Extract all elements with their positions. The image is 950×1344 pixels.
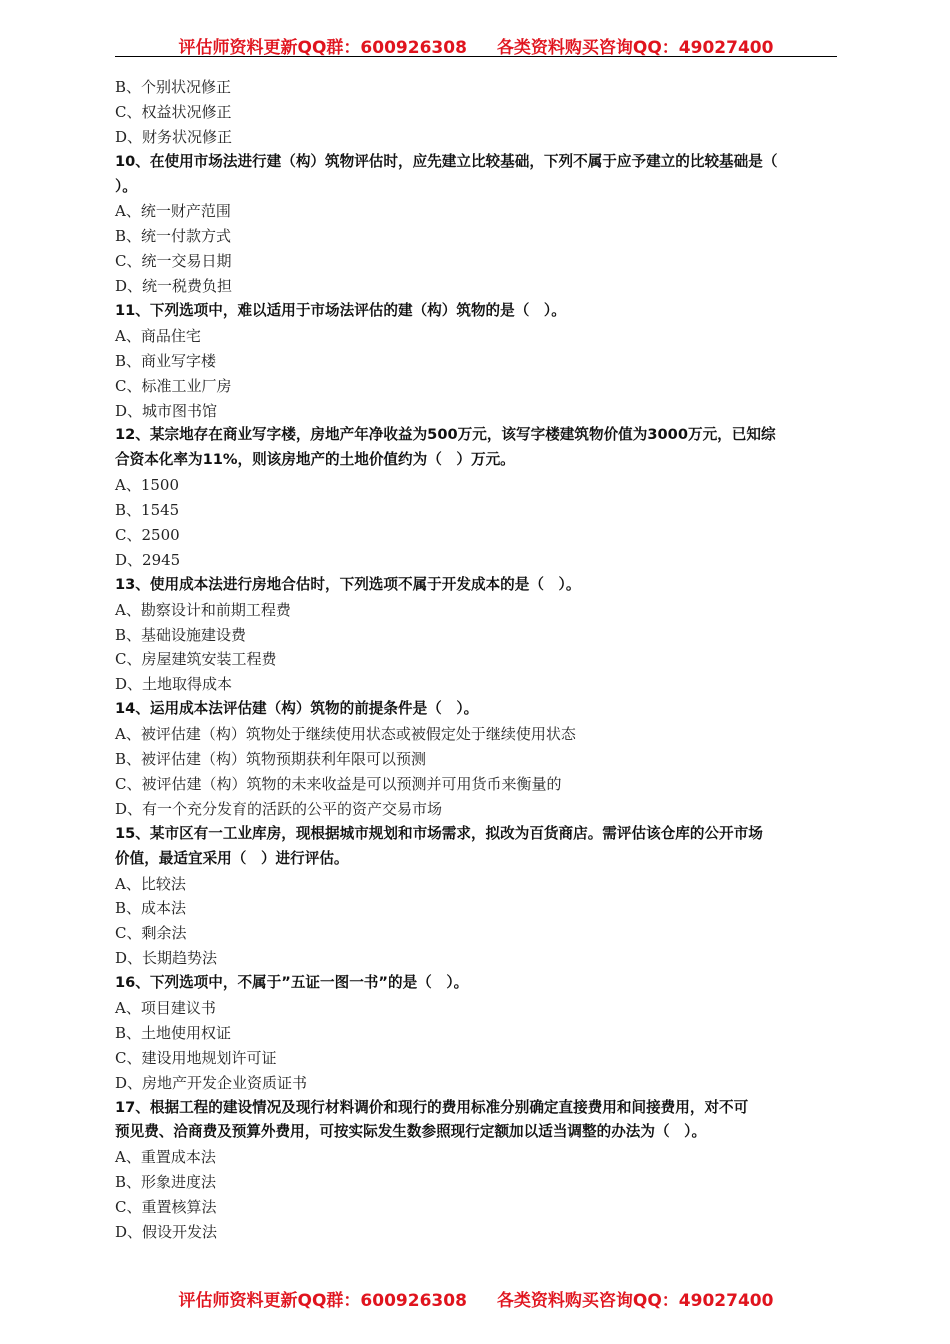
header-group-info: 评估师资料更新QQ群：600926308	[178, 38, 467, 58]
question-10-stem: 10、在使用市场法进行建（构）筑物评估时，应先建立比较基础，下列不属于应予建立的比较基础是（	[115, 152, 778, 170]
option-line: C、统一交易日期	[115, 252, 232, 271]
question-17-stem-cont: 预见费、洽商费及预算外费用，可按实际发生数参照现行定额加以适当调整的办法为（ ）。	[115, 1123, 707, 1141]
option-line: A、比较法	[115, 874, 186, 893]
option-line: B、个别状况修正	[115, 78, 232, 96]
option-line: D、财务状况修正	[115, 127, 233, 146]
option-line: A、勘察设计和前期工程费	[115, 600, 291, 619]
option-line: A、重置成本法	[115, 1148, 216, 1167]
option-line: D、城市图书馆	[115, 401, 218, 420]
question-17-stem: 17、根据工程的建设情况及现行材料调价和现行的费用标准分别确定直接费用和间接费用，对不可	[115, 1098, 749, 1116]
option-line: D、房地产开发企业资质证书	[115, 1073, 308, 1092]
option-line: A、被评估建（构）筑物处于继续使用状态或被假定处于继续使用状态	[115, 725, 576, 744]
option-line: B、1545	[115, 501, 180, 520]
question-16-stem: 16、下列选项中，不属于”五证一图一书”的是（ ）。	[115, 974, 469, 992]
option-line: D、有一个充分发育的活跃的公平的资产交易市场	[115, 799, 443, 818]
question-13-stem: 13、使用成本法进行房地合估时，下列选项不属于开发成本的是（ ）。	[115, 575, 581, 593]
option-line: A、项目建议书	[115, 998, 216, 1017]
option-line: D、统一税费负担	[115, 277, 233, 296]
option-line: C、房屋建筑安装工程费	[115, 650, 277, 669]
option-line: B、形象进度法	[115, 1173, 217, 1192]
option-line: C、权益状况修正	[115, 102, 232, 121]
footer-purchase-info: 各类资料购买咨询QQ：49027400	[496, 1291, 774, 1311]
question-15-stem-cont: 价值，最适宜采用（ ）进行评估。	[115, 849, 349, 867]
option-line: B、土地使用权证	[115, 1023, 232, 1042]
question-list	[115, 75, 837, 1245]
option-line: C、标准工业厂房	[115, 376, 232, 395]
question-10-stem-cont: ）。	[115, 177, 137, 195]
question-15-stem: 15、某市区有一工业库房，现根据城市规划和市场需求，拟改为百货商店。需评估该仓库的公开市场	[115, 824, 763, 842]
option-line: D、2945	[115, 550, 181, 569]
option-line: C、重置核算法	[115, 1198, 217, 1217]
question-14-stem: 14、运用成本法评估建（构）筑物的前提条件是（ ）。	[115, 700, 479, 718]
option-line: B、商业写字楼	[115, 351, 217, 370]
option-line: C、剩余法	[115, 924, 187, 943]
option-line: B、成本法	[115, 899, 187, 918]
option-line: B、被评估建（构）筑物预期获利年限可以预测	[115, 750, 427, 769]
header-divider	[115, 56, 837, 57]
option-line: C、建设用地规划许可证	[115, 1048, 277, 1067]
option-line: B、统一付款方式	[115, 227, 232, 246]
option-line: D、长期趋势法	[115, 949, 218, 968]
question-12-stem-cont: 合资本化率为11%，则该房地产的土地价值约为（ ）万元。	[115, 451, 515, 469]
footer-group-info: 评估师资料更新QQ群：600926308	[178, 1291, 467, 1311]
option-line: A、统一财产范围	[115, 202, 231, 221]
page-header	[115, 33, 837, 58]
page-footer	[115, 1286, 837, 1311]
option-line: C、2500	[115, 526, 180, 545]
header-purchase-info: 各类资料购买咨询QQ：49027400	[496, 38, 774, 58]
option-line: A、1500	[115, 476, 180, 495]
option-line: A、商品住宅	[115, 326, 201, 345]
question-12-stem: 12、某宗地存在商业写字楼，房地产年净收益为500万元，该写字楼建筑物价值为3000万元，已知综	[115, 426, 776, 444]
option-line: D、土地取得成本	[115, 675, 233, 694]
option-line: C、被评估建（构）筑物的未来收益是可以预测并可用货币来衡量的	[115, 774, 562, 793]
question-11-stem: 11、下列选项中，难以适用于市场法评估的建（构）筑物的是（ ）。	[115, 302, 566, 320]
option-line: D、假设开发法	[115, 1222, 218, 1241]
option-line: B、基础设施建设费	[115, 625, 247, 644]
